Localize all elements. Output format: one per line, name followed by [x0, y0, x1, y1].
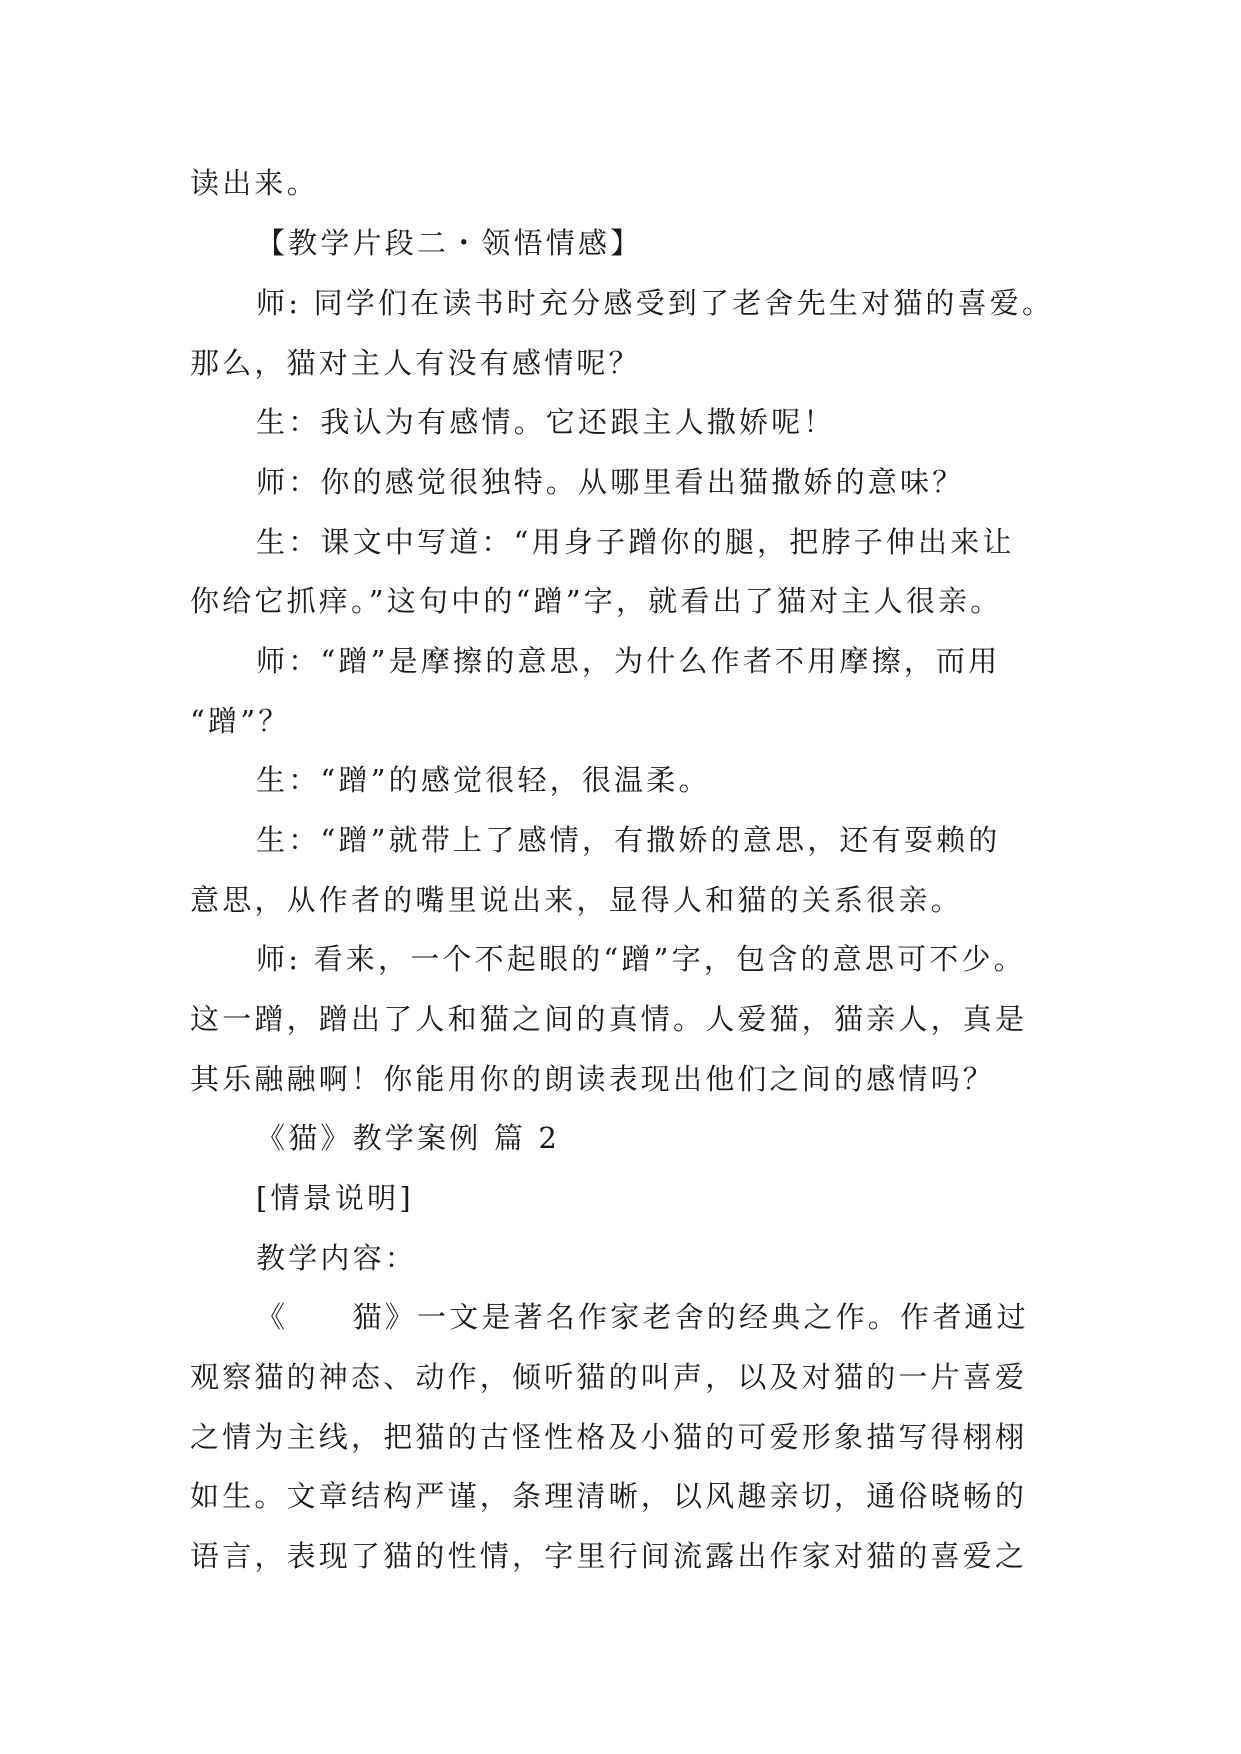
subsection-heading: 教学内容：	[256, 1241, 418, 1275]
text-line: 你给它抓痒。”这句中的“蹭”字，就看出了猫对主人很亲。	[190, 584, 1003, 618]
subsection-heading: [情景说明]	[256, 1181, 414, 1215]
text-line: 《 猫》一文是著名作家老舍的经典之作。作者通过	[256, 1300, 1029, 1334]
text-line: 那么，猫对主人有没有感情呢？	[190, 346, 641, 380]
text-line: 观察猫的神态、动作，倾听猫的叫声，以及对猫的一片喜爱	[190, 1360, 1028, 1394]
text-line: 这一蹭，蹭出了人和猫之间的真情。人爱猫，猫亲人，真是	[190, 1002, 1028, 1036]
text-line: 之情为主线，把猫的古怪性格及小猫的可爱形象描写得栩栩	[190, 1420, 1028, 1454]
text-line: 师：“蹭”是摩擦的意思，为什么作者不用摩擦，而用	[256, 644, 1001, 678]
text-line: 读出来。	[190, 166, 319, 200]
text-line: 生：“蹭”就带上了感情，有撒娇的意思，还有耍赖的	[256, 823, 1001, 857]
text-line: 如生。文章结构严谨，条理清晰，以风趣亲切，通俗晓畅的	[190, 1479, 1028, 1513]
text-line: 语言，表现了猫的性情，字里行间流露出作家对猫的喜爱之	[190, 1539, 1028, 1573]
section-heading: 【教学片段二・领悟情感】	[256, 226, 643, 260]
text-line: 生：课文中写道：“用身子蹭你的腿，把脖子伸出来让	[256, 525, 1015, 559]
text-line: 师：你的感觉很独特。从哪里看出猫撒娇的意味？	[256, 465, 965, 499]
text-line: 其乐融融啊！你能用你的朗读表现出他们之间的感情吗？	[190, 1062, 996, 1096]
article-title: 《猫》教学案例 篇 2	[256, 1121, 561, 1155]
text-line: “蹭”？	[190, 704, 291, 738]
text-line: 生：“蹭”的感觉很轻，很温柔。	[256, 763, 711, 797]
text-line: 意思，从作者的嘴里说出来，显得人和猫的关系很亲。	[190, 883, 963, 917]
text-line: 生：我认为有感情。它还跟主人撒娇呢！	[256, 405, 836, 439]
text-line: 师: 看来，一个不起眼的“蹭”字，包含的意思可不少。	[256, 942, 1026, 976]
text-line: 师: 同学们在读书时充分感受到了老舍先生对猫的喜爱。	[256, 286, 1055, 320]
